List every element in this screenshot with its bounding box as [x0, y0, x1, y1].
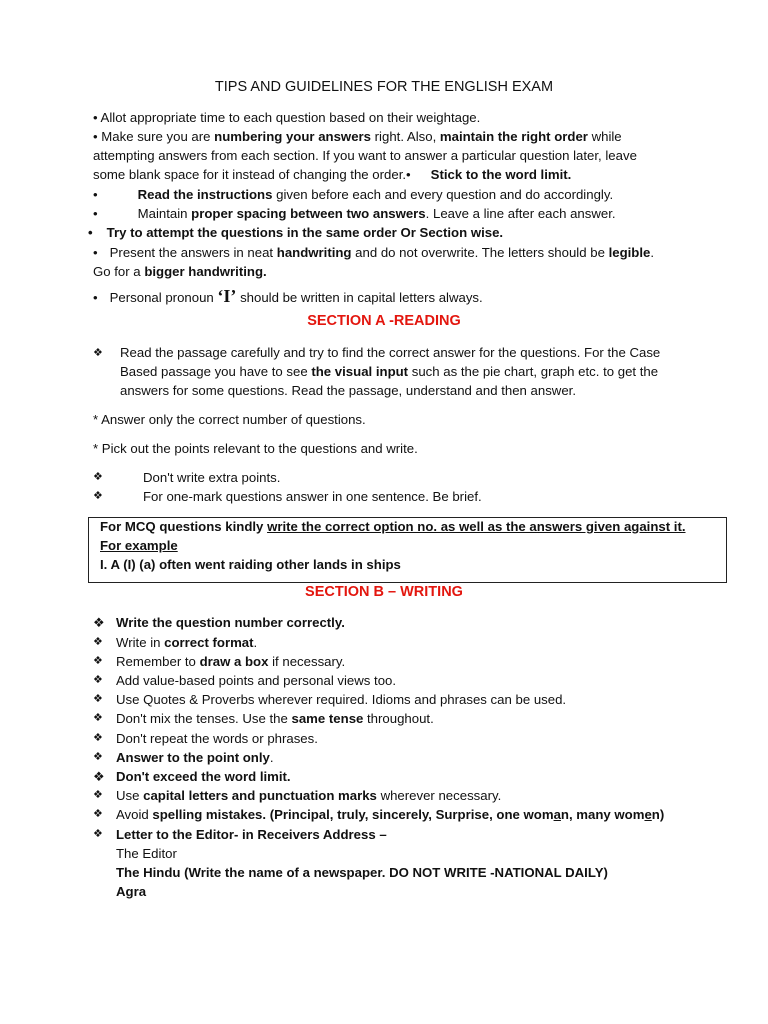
diamond-bullet-icon: ❖: [93, 490, 103, 502]
section-a-star-2: * Pick out the points relevant to the questions and write.: [93, 441, 418, 456]
diamond-bullet-icon: ❖: [93, 347, 103, 359]
letter-address-line-1: The Editor: [116, 846, 177, 861]
diamond-bullet-icon: ❖: [93, 789, 103, 801]
tip-6: • Present the answers in neat handwriting and do not overwrite. The letters should be legible.: [93, 245, 655, 260]
letter-address-line-2: The Hindu (Write the name of a newspaper. DO NOT WRITE -NATIONAL DAILY): [116, 865, 608, 880]
diamond-bullet-icon: ❖: [93, 693, 103, 705]
mcq-note-line-3: I. A (I) (a) often went raiding other lands in ships: [100, 557, 401, 572]
diamond-bullet-icon: ❖: [93, 732, 103, 744]
page-title: TIPS AND GUIDELINES FOR THE ENGLISH EXAM: [214, 79, 554, 95]
section-b-item-9: Don't exceed the word limit.: [116, 769, 291, 784]
diamond-bullet-icon: ❖: [93, 615, 105, 630]
section-a-dont-1: Don't write extra points.: [143, 470, 281, 485]
diamond-bullet-icon: ❖: [93, 769, 105, 784]
section-a-para-2: Based passage you have to see the visual input such as the pie chart, graph etc. to get the: [120, 364, 659, 379]
tip-2: • Make sure you are numbering your answers right. Also, maintain the right order while: [93, 129, 622, 144]
section-b-item-11: Avoid spelling mistakes. (Principal, truly, sincerely, Surprise, one woman, many women): [116, 807, 665, 822]
section-a-para-3: answers for some questions. Read the passage, understand and then answer.: [120, 383, 576, 398]
section-a-star-1: * Answer only the correct number of questions.: [93, 412, 366, 427]
tip-2-cont: attempting answers from each section. If you want to answer a particular question later, leave: [93, 148, 637, 163]
diamond-bullet-icon: ❖: [93, 828, 103, 840]
section-a-heading: SECTION A -READING: [307, 313, 461, 329]
diamond-bullet-icon: ❖: [93, 674, 103, 686]
section-a-dont-2: For one-mark questions answer in one sentence. Be brief.: [143, 489, 482, 504]
tip-5: • Try to attempt the questions in the same order Or Section wise.: [88, 225, 504, 240]
section-b-item-2: Write in correct format.: [116, 635, 258, 650]
tip-4: • Maintain proper spacing between two answers. Leave a line after each answer.: [93, 206, 616, 221]
tip-7: • Personal pronoun ‘I’ should be written in capital letters always.: [93, 286, 483, 306]
tip-3: • Read the instructions given before each and every question and do accordingly.: [93, 187, 614, 202]
diamond-bullet-icon: ❖: [93, 655, 103, 667]
diamond-bullet-icon: ❖: [93, 471, 103, 483]
diamond-bullet-icon: ❖: [93, 751, 103, 763]
mcq-note-line-1: For MCQ questions kindly write the correct option no. as well as the answers given against it.: [100, 519, 686, 534]
letter-address-line-3: Agra: [116, 884, 147, 899]
section-b-heading: SECTION B – WRITING: [305, 584, 463, 600]
tip-6-cont: Go for a bigger handwriting.: [93, 264, 267, 279]
section-b-item-1: Write the question number correctly.: [116, 615, 345, 630]
diamond-bullet-icon: ❖: [93, 712, 103, 724]
section-b-item-3: Remember to draw a box if necessary.: [116, 654, 346, 669]
mcq-note-line-2: For example: [100, 538, 178, 553]
section-b-item-7: Don't repeat the words or phrases.: [116, 731, 318, 746]
section-b-item-12: Letter to the Editor- in Receivers Address –: [116, 827, 387, 842]
section-b-item-10: Use capital letters and punctuation marks wherever necessary.: [116, 788, 502, 803]
section-b-item-5: Use Quotes & Proverbs wherever required. Idioms and phrases can be used.: [116, 692, 567, 707]
section-b-item-6: Don't mix the tenses. Use the same tense throughout.: [116, 711, 434, 726]
section-b-item-8: Answer to the point only.: [116, 750, 274, 765]
section-a-para-1: Read the passage carefully and try to find the correct answer for the questions. For the Case: [120, 345, 661, 360]
tip-2-end: some blank space for it instead of changing the order.• Stick to the word limit.: [93, 167, 572, 182]
tip-1: • Allot appropriate time to each question based on their weightage.: [93, 110, 481, 125]
diamond-bullet-icon: ❖: [93, 808, 103, 820]
section-b-item-4: Add value-based points and personal views too.: [116, 673, 397, 688]
diamond-bullet-icon: ❖: [93, 636, 103, 648]
